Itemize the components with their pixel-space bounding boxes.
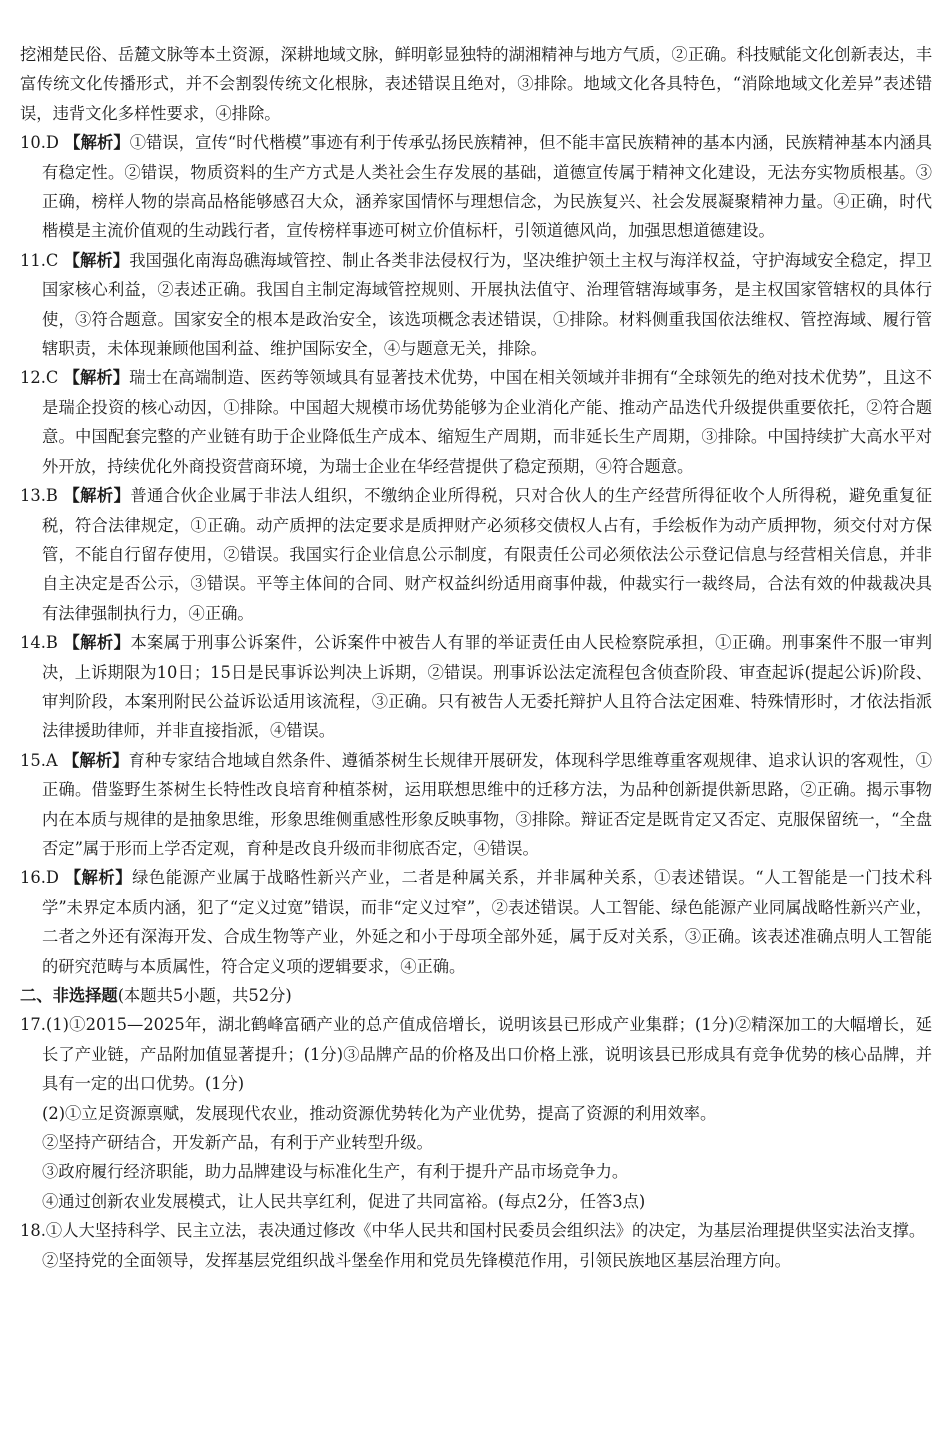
choice-answers — [20, 128, 932, 981]
answer-number: 11.C — [20, 250, 59, 270]
answer-text: 瑞士在高端制造、医药等领域具有显著技术优势，中国在相关领域并非拥有“全球领先的绝对技术优势”，且这不是瑞企投资的核心动因，①排除。中国超大规模市场优势能够为企业消化产能、推动产品迭代升级提供重要依托，②符合题意。中国配套完整的产业链有助于企业降低生产成本、缩短生产周期，而非延长生产周期，③排除。中国持续扩大高水平对外开放，持续优化外商投资营商环境，为瑞士企业在华经营提供了稳定预期，④符合题意。 — [42, 368, 932, 476]
answer-item-14 — [20, 628, 932, 746]
answer-page — [20, 40, 932, 1275]
analysis-tag: 【解析】 — [63, 633, 131, 653]
answer-item-12 — [20, 363, 932, 481]
answer-text: 育种专家结合地域自然条件、遵循茶树生长规律开展研发，体现科学思维尊重客观规律、追求认识的客观性，①正确。借鉴野生茶树生长特性改良培育种植茶树，运用联想思维中的迁移方法，为品种创新提供新思路，②正确。揭示事物内在本质与规律的是抽象思维，形象思维侧重感性形象反映事物，③排除。辩证否定是既肯定又否定、克服保留统一，“全盘否定”属于形而上学否定观，育种是改良升级而非彻底否定，④错误。 — [42, 750, 932, 858]
analysis-tag: 【解析】 — [63, 486, 131, 506]
q18-point2: ②坚持党的全面领导，发挥基层党组织战斗堡垒作用和党员先锋模范作用，引领民族地区基层治理方向。 — [42, 1250, 791, 1270]
analysis-tag: 【解析】 — [63, 250, 130, 270]
section-title: 二、非选择题 — [20, 986, 118, 1005]
answer-number: 16.D — [20, 868, 59, 888]
answer-item-11 — [20, 246, 932, 364]
answer-text: (1)①2015—2025年，湖北鹤峰富硒产业的总产值成倍增长，说明该县已形成产业集群；(1分)②精深加工的大幅增长，延长了产业链，产品附加值显著提升；(1分)③品牌产品的价格及出口价格上涨，说明该县已形成具有竞争优势的核心品牌，并具有一定的出口优势。(1分) — [42, 1015, 932, 1094]
section-heading — [20, 981, 932, 1010]
question-18-answer — [20, 1216, 932, 1275]
question-17-answer — [20, 1010, 932, 1216]
section-note: (本题共5小题，共52分) — [117, 986, 292, 1005]
answer-number: 10.D — [20, 133, 59, 153]
intro-paragraph: 挖湘楚民俗、岳麓文脉等本土资源，深耕地域文脉，鲜明彰显独特的湖湘精神与地方气质，②正确。科技赋能文化创新表达，丰富传统文化传播形式，并不会割裂传统文化根脉，表述错误且绝对，③排除。地域文化各具特色，“消除地域文化差异”表述错误，违背文化多样性要求，④排除。 — [20, 45, 932, 123]
answer-number: 15.A — [20, 750, 58, 770]
answer-item-16 — [20, 863, 932, 981]
answer-text: 本案属于刑事公诉案件，公诉案件中被告人有罪的举证责任由人民检察院承担，①正确。刑事案件不服一审判决，上诉期限为10日；15日是民事诉讼判决上诉期，②错误。刑事诉讼法定流程包含侦查阶段、审查起诉(提起公诉)阶段、审判阶段，本案刑附民公益诉讼适用该流程，③正确。只有被告人无委托辩护人且符合法定困难、特殊情形时，才依法指派法律援助律师，并非直接指派，④错误。 — [42, 633, 932, 741]
analysis-tag: 【解析】 — [64, 868, 133, 888]
answer-text: 我国强化南海岛礁海域管控、制止各类非法侵权行为，坚决维护领土主权与海洋权益，守护海域安全稳定，捍卫国家核心利益，②表述正确。我国自主制定海域管控规则、开展执法值守、治理管辖海域事务，是主权国家管辖权的具体行使，③符合题意。国家安全的根本是政治安全，该选项概念表述错误，①排除。材料侧重我国依法维权、管控海域、履行管辖职责，未体现兼顾他国利益、维护国际安全，④与题意无关，排除。 — [42, 250, 932, 359]
analysis-tag: 【解析】 — [62, 750, 129, 770]
answer-number: 13.B — [20, 486, 58, 506]
q17-part2-point1: (2)①立足资源禀赋，发展现代农业，推动资源优势转化为产业优势，提高了资源的利用效率。 — [42, 1103, 717, 1123]
q17-part1 — [20, 1010, 932, 1098]
q17-part2-point3: ③政府履行经济职能，助力品牌建设与标准化生产，有利于提升产品市场竞争力。 — [42, 1162, 629, 1182]
q18-point1 — [20, 1216, 932, 1245]
answer-text: ①错误，宣传“时代楷模”事迹有利于传承弘扬民族精神，但不能丰富民族精神的基本内涵，民族精神基本内涵具有稳定性。②错误，物质资料的生产方式是人类社会生存发展的基础，道德宣传属于精神文化建设，无法夯实物质根基。③正确，榜样人物的崇高品格能够感召大众，涵养家国情怀与理想信念，为民族复兴、社会发展凝聚精神力量。④正确，时代楷模是主流价值观的生动践行者，宣传榜样事迹可树立价值标杆，引领道德风尚，加强思想道德建设。 — [42, 133, 932, 241]
q17-part2-point2: ②坚持产研结合，开发新产品，有利于产业转型升级。 — [42, 1133, 433, 1153]
answer-item-15 — [20, 746, 932, 864]
answer-item-10 — [20, 128, 932, 246]
q17-part2-point4: ④通过创新农业发展模式，让人民共享红利，促进了共同富裕。(每点2分，任答3点) — [42, 1191, 646, 1211]
answer-item-13 — [20, 481, 932, 628]
answer-text: ①人大坚持科学、民主立法，表决通过修改《中华人民共和国村民委员会组织法》的决定，为基层治理提供坚实法治支撑。 — [45, 1221, 926, 1241]
analysis-tag: 【解析】 — [64, 133, 130, 153]
answer-number: 12.C — [20, 368, 59, 388]
analysis-tag: 【解析】 — [63, 368, 130, 388]
answer-text: 普通合伙企业属于非法人组织，不缴纳企业所得税，只对合伙人的生产经营所得征收个人所得税，避免重复征税，符合法律规定，①正确。动产质押的法定要求是质押财产必须移交债权人占有，手绘板作为动产质押物，须交付对方保管，不能自行留存使用，②错误。我国实行企业信息公示制度，有限责任公司必须依法公示登记信息与经营相关信息，并非自主决定是否公示，③错误。平等主体间的合同、财产权益纠纷适用商事仲裁，仲裁实行一裁终局，合法有效的仲裁裁决具有法律强制执行力，④正确。 — [42, 486, 932, 623]
question-number: 17. — [20, 1015, 46, 1035]
answer-text: 绿色能源产业属于战略性新兴产业，二者是种属关系，并非属种关系，①表述错误。“人工智能是一门技术科学”未界定本质内涵，犯了“定义过宽”错误，而非“定义过窄”，②表述错误。人工智能、绿色能源产业同属战略性新兴产业，二者之外还有深海开发、合成生物等产业，外延之和小于母项全部外延，属于反对关系，③正确。该表述准确点明人工智能的研究范畴与本质属性，符合定义项的逻辑要求，④正确。 — [42, 868, 932, 976]
answer-number: 14.B — [20, 633, 58, 653]
question-number: 18. — [20, 1221, 46, 1241]
